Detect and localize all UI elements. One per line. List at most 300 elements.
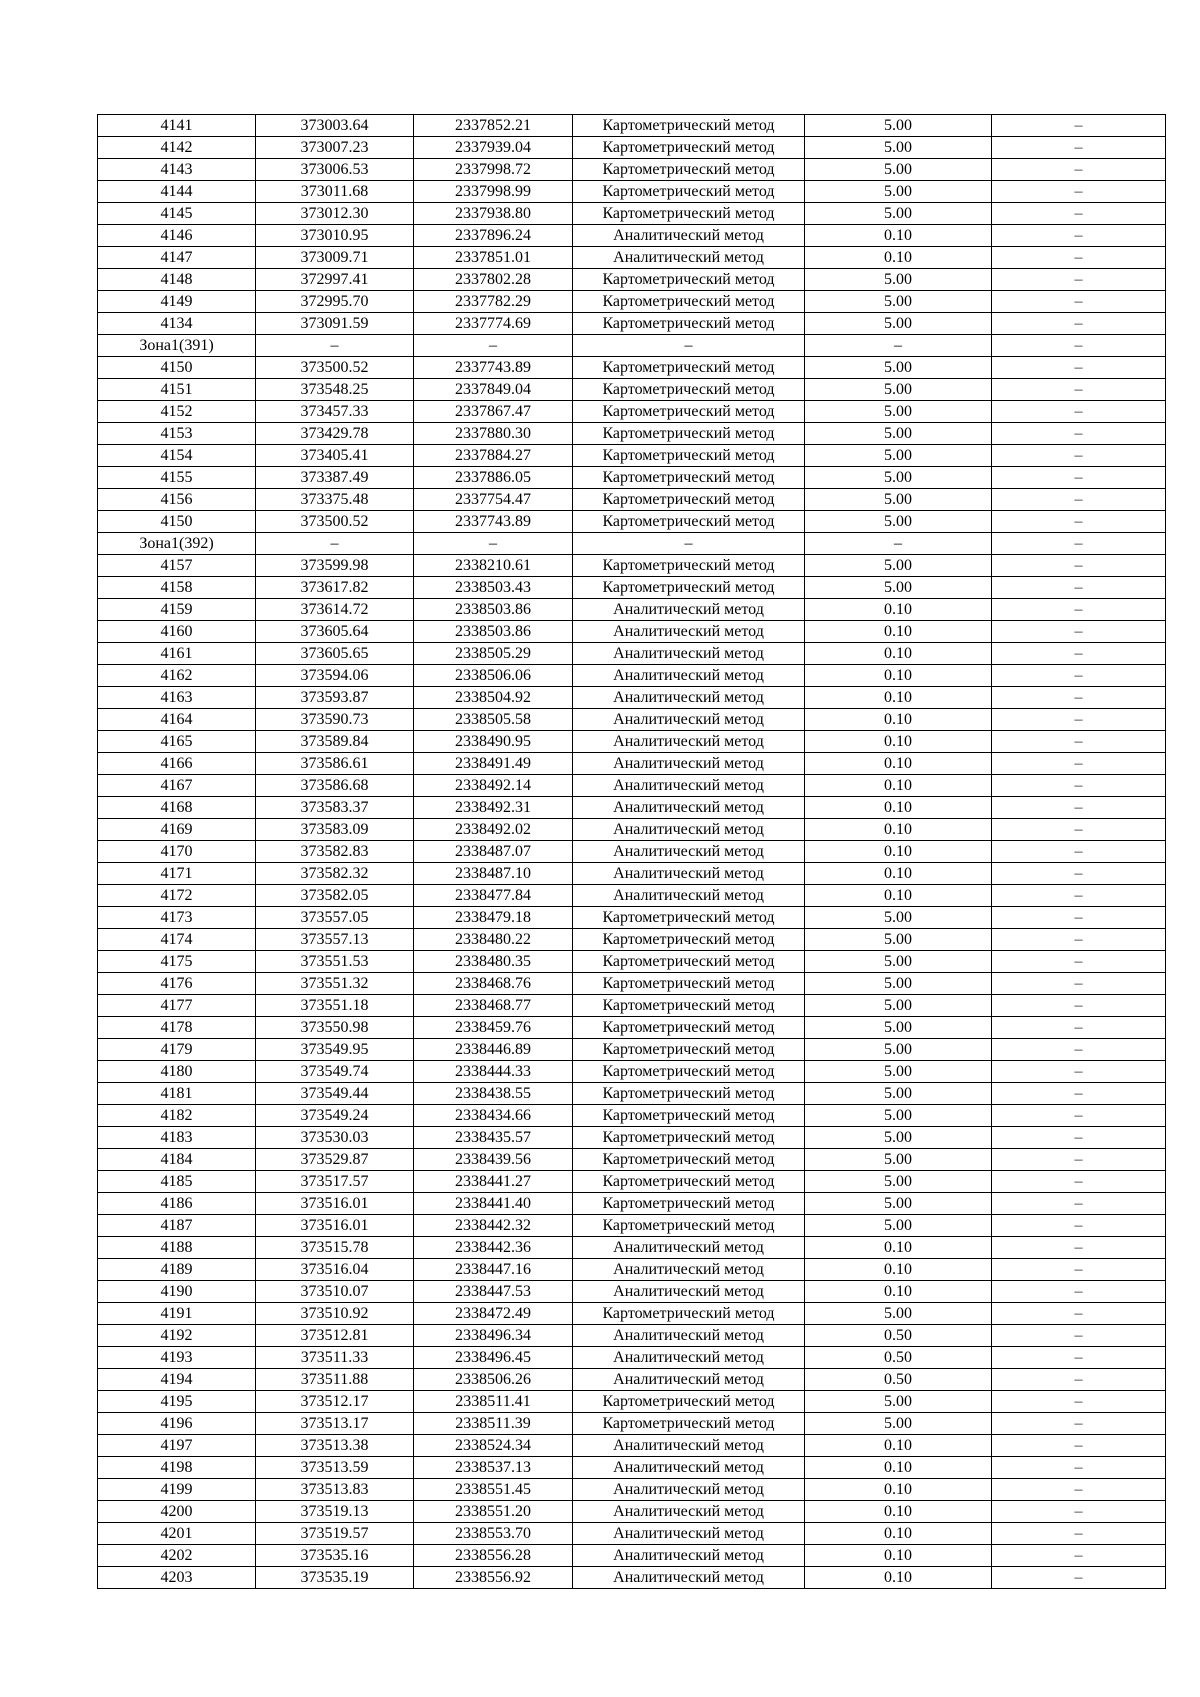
y-coordinate-cell: 2338553.70 [414,1523,573,1545]
point-number-cell: 4202 [98,1545,256,1567]
table-row [98,1017,1166,1039]
point-number-cell: 4174 [98,929,256,951]
table-row [98,665,1166,687]
accuracy-cell: 0.10 [805,731,992,753]
accuracy-cell: 5.00 [805,511,992,533]
y-coordinate-cell: 2338468.76 [414,973,573,995]
x-coordinate-cell: 373605.65 [256,643,414,665]
table-row [98,599,1166,621]
method-cell: Картометрический метод [573,1171,805,1193]
description-cell: – [992,973,1166,995]
method-cell: Аналитический метод [573,599,805,621]
y-coordinate-cell: 2337774.69 [414,313,573,335]
point-number-cell: 4166 [98,753,256,775]
accuracy-cell: 5.00 [805,1061,992,1083]
description-cell: – [992,1017,1166,1039]
x-coordinate-cell: 373549.95 [256,1039,414,1061]
x-coordinate-cell: 373614.72 [256,599,414,621]
point-number-cell: 4197 [98,1435,256,1457]
point-number-cell: 4163 [98,687,256,709]
point-number-cell: 4143 [98,159,256,181]
y-coordinate-cell: 2338492.02 [414,819,573,841]
document-page [97,114,1165,1589]
point-number-cell: 4165 [98,731,256,753]
point-number-cell: 4153 [98,423,256,445]
accuracy-cell: 0.50 [805,1325,992,1347]
accuracy-cell: 0.10 [805,599,992,621]
x-coordinate-cell: 373516.04 [256,1259,414,1281]
method-cell: Аналитический метод [573,731,805,753]
table-row [98,555,1166,577]
point-number-cell: 4154 [98,445,256,467]
method-cell: Картометрический метод [573,973,805,995]
description-cell: – [992,379,1166,401]
description-cell: – [992,1347,1166,1369]
point-number-cell: 4180 [98,1061,256,1083]
point-number-cell: 4193 [98,1347,256,1369]
table-row [98,929,1166,951]
y-coordinate-cell: 2338442.32 [414,1215,573,1237]
accuracy-cell: 0.10 [805,863,992,885]
table-row [98,1259,1166,1281]
method-cell: Картометрический метод [573,489,805,511]
description-cell: – [992,863,1166,885]
method-cell: Аналитический метод [573,1435,805,1457]
description-cell: – [992,1545,1166,1567]
method-cell: Аналитический метод [573,247,805,269]
accuracy-cell: 5.00 [805,401,992,423]
table-row [98,1083,1166,1105]
accuracy-cell: 0.10 [805,709,992,731]
point-number-cell: 4190 [98,1281,256,1303]
accuracy-cell: 0.10 [805,621,992,643]
description-cell: – [992,1149,1166,1171]
method-cell: Картометрический метод [573,1303,805,1325]
point-number-cell: 4164 [98,709,256,731]
y-coordinate-cell: 2337880.30 [414,423,573,445]
description-cell: – [992,555,1166,577]
accuracy-cell: 5.00 [805,1193,992,1215]
method-cell: Картометрический метод [573,511,805,533]
y-coordinate-cell: 2338556.28 [414,1545,573,1567]
table-row [98,995,1166,1017]
description-cell: – [992,1479,1166,1501]
description-cell: – [992,533,1166,555]
method-cell: Аналитический метод [573,1567,805,1589]
table-row [98,1501,1166,1523]
x-coordinate-cell: 373617.82 [256,577,414,599]
x-coordinate-cell: 373586.68 [256,775,414,797]
x-coordinate-cell: 373535.19 [256,1567,414,1589]
accuracy-cell: 0.10 [805,665,992,687]
table-row [98,797,1166,819]
x-coordinate-cell: – [256,533,414,555]
table-row [98,247,1166,269]
table-row [98,1303,1166,1325]
accuracy-cell: 0.10 [805,1545,992,1567]
method-cell: Картометрический метод [573,1127,805,1149]
x-coordinate-cell: 373519.57 [256,1523,414,1545]
method-cell: Картометрический метод [573,1083,805,1105]
table-row [98,269,1166,291]
accuracy-cell: 0.50 [805,1369,992,1391]
description-cell: – [992,929,1166,951]
point-number-cell: 4173 [98,907,256,929]
description-cell: – [992,709,1166,731]
x-coordinate-cell: 373512.17 [256,1391,414,1413]
description-cell: – [992,1325,1166,1347]
table-row [98,1479,1166,1501]
table-row [98,159,1166,181]
x-coordinate-cell: 373500.52 [256,511,414,533]
point-number-cell: 4142 [98,137,256,159]
point-number-cell: 4169 [98,819,256,841]
x-coordinate-cell: 373405.41 [256,445,414,467]
y-coordinate-cell: 2338210.61 [414,555,573,577]
description-cell: – [992,819,1166,841]
accuracy-cell: 0.10 [805,225,992,247]
accuracy-cell: 0.10 [805,797,992,819]
description-cell: – [992,445,1166,467]
point-number-cell: 4160 [98,621,256,643]
accuracy-cell: 5.00 [805,973,992,995]
x-coordinate-cell: 373557.13 [256,929,414,951]
table-row [98,379,1166,401]
y-coordinate-cell: 2338459.76 [414,1017,573,1039]
table-row [98,291,1166,313]
table-row [98,533,1166,555]
description-cell: – [992,401,1166,423]
y-coordinate-cell: 2338551.20 [414,1501,573,1523]
description-cell: – [992,1501,1166,1523]
method-cell: Аналитический метод [573,643,805,665]
description-cell: – [992,1281,1166,1303]
y-coordinate-cell: 2338511.39 [414,1413,573,1435]
x-coordinate-cell: 373551.53 [256,951,414,973]
accuracy-cell: 0.10 [805,1457,992,1479]
x-coordinate-cell: 373515.78 [256,1237,414,1259]
accuracy-cell: 5.00 [805,115,992,137]
accuracy-cell: 5.00 [805,137,992,159]
point-number-cell: 4150 [98,357,256,379]
coordinates-table-body [98,115,1166,1589]
description-cell: – [992,1105,1166,1127]
y-coordinate-cell: 2338435.57 [414,1127,573,1149]
description-cell: – [992,489,1166,511]
y-coordinate-cell: 2337754.47 [414,489,573,511]
method-cell: Аналитический метод [573,1237,805,1259]
point-number-cell: 4171 [98,863,256,885]
description-cell: – [992,511,1166,533]
y-coordinate-cell: 2337802.28 [414,269,573,291]
point-number-cell: 4150 [98,511,256,533]
table-row [98,1193,1166,1215]
accuracy-cell: 5.00 [805,181,992,203]
accuracy-cell: 5.00 [805,313,992,335]
point-number-cell: 4134 [98,313,256,335]
description-cell: – [992,1039,1166,1061]
accuracy-cell: 5.00 [805,1127,992,1149]
description-cell: – [992,1457,1166,1479]
description-cell: – [992,1369,1166,1391]
y-coordinate-cell: 2338487.07 [414,841,573,863]
y-coordinate-cell: 2338439.56 [414,1149,573,1171]
point-number-cell: 4147 [98,247,256,269]
x-coordinate-cell: 373535.16 [256,1545,414,1567]
x-coordinate-cell: 373593.87 [256,687,414,709]
description-cell: – [992,115,1166,137]
accuracy-cell: 5.00 [805,269,992,291]
y-coordinate-cell: 2337938.80 [414,203,573,225]
x-coordinate-cell: 373513.59 [256,1457,414,1479]
point-number-cell: 4170 [98,841,256,863]
point-number-cell: 4157 [98,555,256,577]
table-row [98,225,1166,247]
method-cell: Картометрический метод [573,951,805,973]
x-coordinate-cell: 373519.13 [256,1501,414,1523]
method-cell: Картометрический метод [573,423,805,445]
table-row [98,181,1166,203]
accuracy-cell: 0.10 [805,753,992,775]
x-coordinate-cell: 373009.71 [256,247,414,269]
x-coordinate-cell: 373429.78 [256,423,414,445]
y-coordinate-cell: 2337939.04 [414,137,573,159]
point-number-cell: 4198 [98,1457,256,1479]
method-cell: Картометрический метод [573,313,805,335]
description-cell: – [992,291,1166,313]
table-row [98,1325,1166,1347]
description-cell: – [992,1303,1166,1325]
description-cell: – [992,687,1166,709]
x-coordinate-cell: 373510.07 [256,1281,414,1303]
y-coordinate-cell: – [414,335,573,357]
x-coordinate-cell: 373551.18 [256,995,414,1017]
description-cell: – [992,1083,1166,1105]
table-row [98,489,1166,511]
table-row [98,863,1166,885]
point-number-cell: 4182 [98,1105,256,1127]
y-coordinate-cell: 2338468.77 [414,995,573,1017]
table-row [98,907,1166,929]
table-row [98,1127,1166,1149]
point-number-cell: 4162 [98,665,256,687]
y-coordinate-cell: 2338492.14 [414,775,573,797]
table-row [98,577,1166,599]
description-cell: – [992,313,1166,335]
description-cell: – [992,181,1166,203]
y-coordinate-cell: 2337998.72 [414,159,573,181]
x-coordinate-cell: 373590.73 [256,709,414,731]
x-coordinate-cell: 373516.01 [256,1193,414,1215]
method-cell: Картометрический метод [573,577,805,599]
accuracy-cell: 0.10 [805,687,992,709]
method-cell: Картометрический метод [573,1061,805,1083]
y-coordinate-cell: 2338503.86 [414,621,573,643]
y-coordinate-cell: 2337886.05 [414,467,573,489]
description-cell: – [992,225,1166,247]
point-number-cell: 4146 [98,225,256,247]
x-coordinate-cell: 373012.30 [256,203,414,225]
method-cell: Картометрический метод [573,1149,805,1171]
description-cell: – [992,753,1166,775]
y-coordinate-cell: 2338524.34 [414,1435,573,1457]
method-cell: – [573,335,805,357]
table-row [98,973,1166,995]
description-cell: – [992,1523,1166,1545]
y-coordinate-cell: 2337896.24 [414,225,573,247]
y-coordinate-cell: 2337867.47 [414,401,573,423]
y-coordinate-cell: 2338492.31 [414,797,573,819]
accuracy-cell: 5.00 [805,423,992,445]
y-coordinate-cell: 2338446.89 [414,1039,573,1061]
y-coordinate-cell: 2338537.13 [414,1457,573,1479]
point-number-cell: 4149 [98,291,256,313]
x-coordinate-cell: 373511.33 [256,1347,414,1369]
accuracy-cell: 5.00 [805,1017,992,1039]
x-coordinate-cell: 373517.57 [256,1171,414,1193]
table-row [98,1061,1166,1083]
method-cell: Аналитический метод [573,1457,805,1479]
x-coordinate-cell: 373589.84 [256,731,414,753]
table-row [98,137,1166,159]
y-coordinate-cell: 2338503.43 [414,577,573,599]
x-coordinate-cell: 373511.88 [256,1369,414,1391]
point-number-cell: 4192 [98,1325,256,1347]
accuracy-cell: 5.00 [805,1171,992,1193]
point-number-cell: 4156 [98,489,256,511]
x-coordinate-cell: 373516.01 [256,1215,414,1237]
description-cell: – [992,137,1166,159]
method-cell: Картометрический метод [573,555,805,577]
y-coordinate-cell: 2337852.21 [414,115,573,137]
method-cell: Картометрический метод [573,1215,805,1237]
description-cell: – [992,423,1166,445]
point-number-cell: 4176 [98,973,256,995]
table-row [98,709,1166,731]
table-row [98,1567,1166,1589]
method-cell: Картометрический метод [573,1413,805,1435]
accuracy-cell: 0.10 [805,819,992,841]
method-cell: Картометрический метод [573,907,805,929]
method-cell: Аналитический метод [573,1369,805,1391]
y-coordinate-cell: 2338504.92 [414,687,573,709]
table-row [98,731,1166,753]
y-coordinate-cell: 2337998.99 [414,181,573,203]
coordinates-table [97,114,1166,1589]
method-cell: Картометрический метод [573,181,805,203]
point-number-cell: 4159 [98,599,256,621]
method-cell: Картометрический метод [573,357,805,379]
accuracy-cell: 5.00 [805,577,992,599]
table-row [98,1391,1166,1413]
accuracy-cell: 0.50 [805,1347,992,1369]
description-cell: – [992,1413,1166,1435]
x-coordinate-cell: 373513.38 [256,1435,414,1457]
table-row [98,467,1166,489]
x-coordinate-cell: 373586.61 [256,753,414,775]
x-coordinate-cell: 373011.68 [256,181,414,203]
x-coordinate-cell: 373006.53 [256,159,414,181]
y-coordinate-cell: 2338490.95 [414,731,573,753]
description-cell: – [992,1259,1166,1281]
accuracy-cell: 0.10 [805,885,992,907]
point-number-cell: 4199 [98,1479,256,1501]
x-coordinate-cell: 373091.59 [256,313,414,335]
x-coordinate-cell: 372997.41 [256,269,414,291]
table-row [98,1435,1166,1457]
x-coordinate-cell: 373529.87 [256,1149,414,1171]
point-number-cell: 4168 [98,797,256,819]
method-cell: Аналитический метод [573,1523,805,1545]
y-coordinate-cell: 2338496.45 [414,1347,573,1369]
table-row [98,1347,1166,1369]
y-coordinate-cell: 2338496.34 [414,1325,573,1347]
accuracy-cell: 0.10 [805,1523,992,1545]
point-number-cell: 4152 [98,401,256,423]
table-row [98,841,1166,863]
accuracy-cell: 5.00 [805,1215,992,1237]
point-number-cell: 4144 [98,181,256,203]
x-coordinate-cell: 373557.05 [256,907,414,929]
y-coordinate-cell: 2338487.10 [414,863,573,885]
description-cell: – [992,1127,1166,1149]
table-row [98,1171,1166,1193]
point-number-cell: 4185 [98,1171,256,1193]
method-cell: Картометрический метод [573,137,805,159]
accuracy-cell: 5.00 [805,1039,992,1061]
table-row [98,885,1166,907]
x-coordinate-cell: 373387.49 [256,467,414,489]
point-number-cell: 4187 [98,1215,256,1237]
accuracy-cell: 5.00 [805,467,992,489]
description-cell: – [992,775,1166,797]
y-coordinate-cell: 2337849.04 [414,379,573,401]
method-cell: Картометрический метод [573,203,805,225]
table-row [98,401,1166,423]
accuracy-cell: 5.00 [805,995,992,1017]
method-cell: Аналитический метод [573,797,805,819]
method-cell: Аналитический метод [573,1479,805,1501]
accuracy-cell: 5.00 [805,1391,992,1413]
y-coordinate-cell: 2338434.66 [414,1105,573,1127]
description-cell: – [992,577,1166,599]
accuracy-cell: 5.00 [805,1413,992,1435]
x-coordinate-cell: 373549.24 [256,1105,414,1127]
x-coordinate-cell: 373550.98 [256,1017,414,1039]
point-number-cell: 4200 [98,1501,256,1523]
point-number-cell: 4184 [98,1149,256,1171]
accuracy-cell: 5.00 [805,203,992,225]
method-cell: Аналитический метод [573,753,805,775]
point-number-cell: 4189 [98,1259,256,1281]
x-coordinate-cell: 373375.48 [256,489,414,511]
description-cell: – [992,1215,1166,1237]
point-number-cell: Зона1(392) [98,533,256,555]
x-coordinate-cell: 373583.37 [256,797,414,819]
y-coordinate-cell: 2338503.86 [414,599,573,621]
y-coordinate-cell: 2338505.29 [414,643,573,665]
y-coordinate-cell: 2337743.89 [414,357,573,379]
y-coordinate-cell: 2338556.92 [414,1567,573,1589]
point-number-cell: 4179 [98,1039,256,1061]
method-cell: Картометрический метод [573,291,805,313]
method-cell: Аналитический метод [573,885,805,907]
x-coordinate-cell: 373513.83 [256,1479,414,1501]
y-coordinate-cell: 2338444.33 [414,1061,573,1083]
description-cell: – [992,1061,1166,1083]
accuracy-cell: 0.10 [805,643,992,665]
method-cell: Картометрический метод [573,1391,805,1413]
